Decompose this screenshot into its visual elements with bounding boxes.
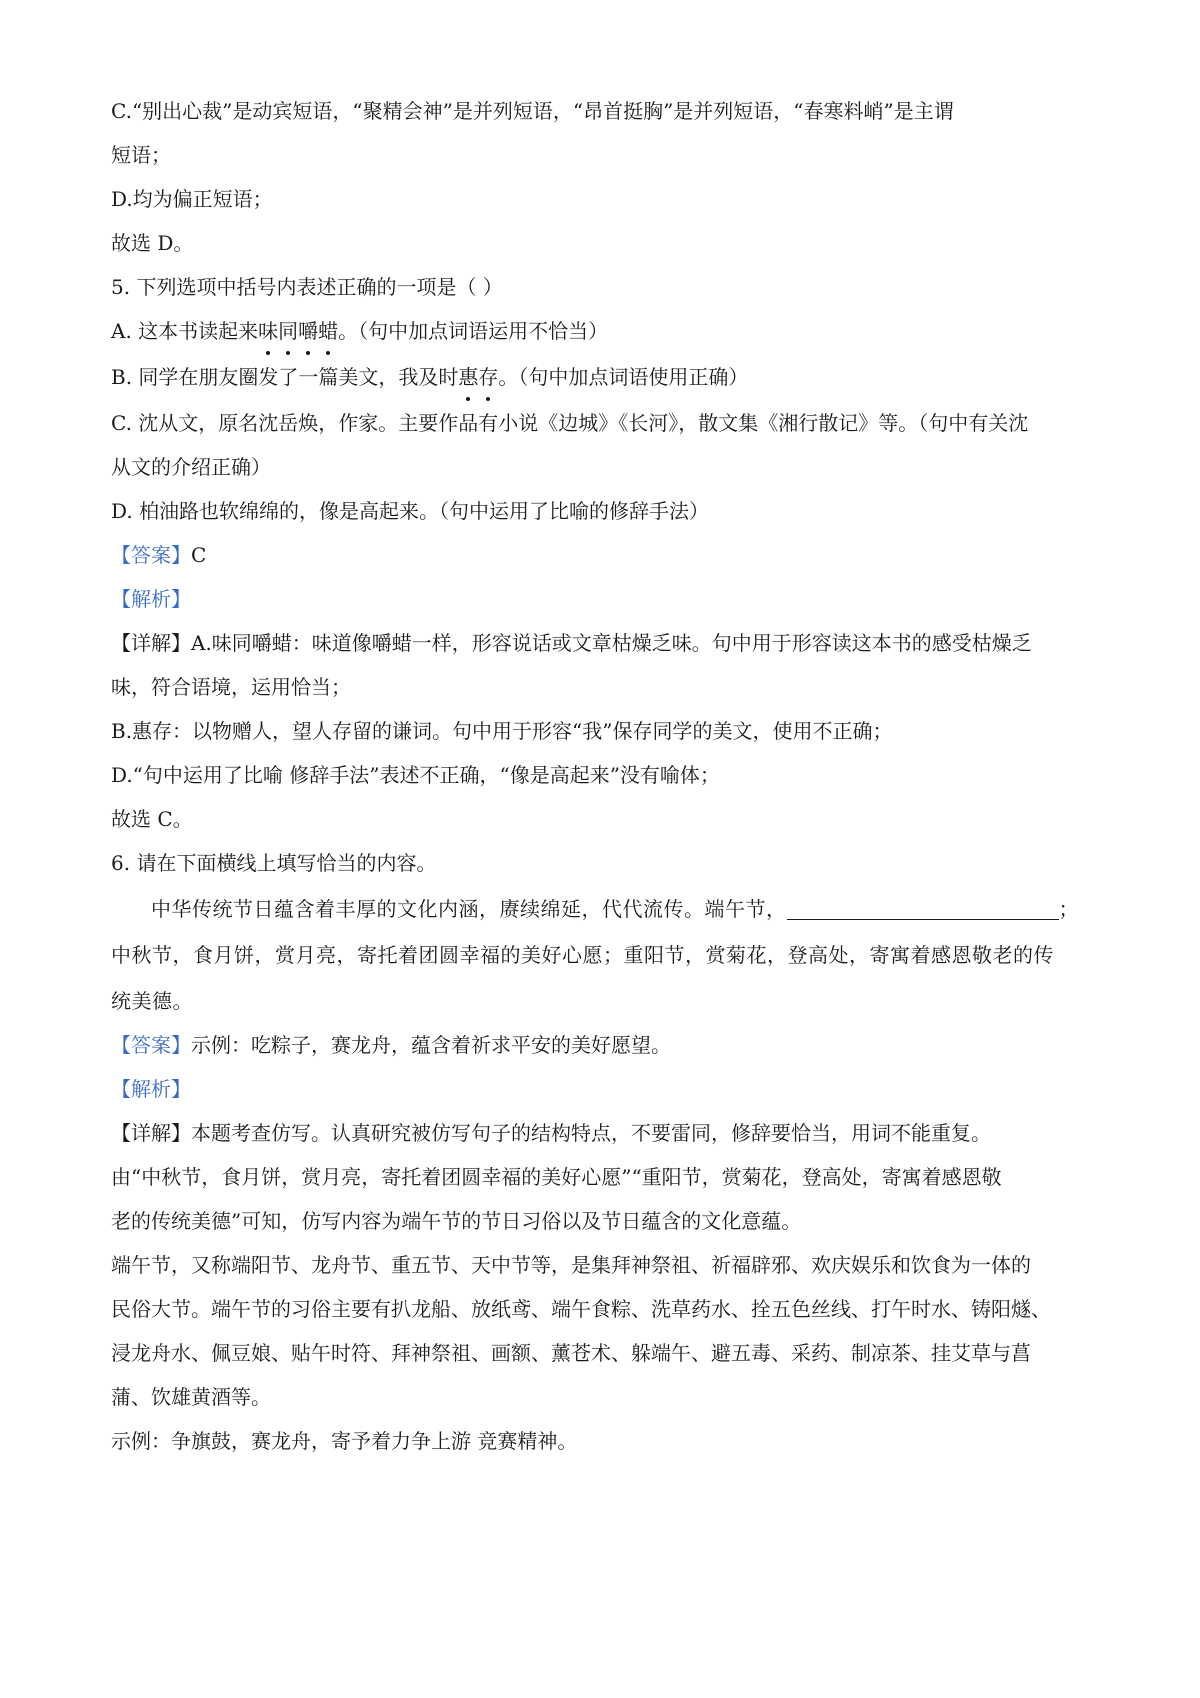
document-page [111,96,1096,1456]
q5-option-b-pre: B. 同学在朋友圈发了一篇美文，我及时 [111,365,459,389]
q6-detail-line6: 浸龙舟水、佩豆娘、贴午时符、拜神祭祖、画额、薰苍术、躲端午、避五毒、采药、制凉茶、挂艾草与菖 [111,1341,1031,1365]
dotted-char: 蜡 [318,316,338,346]
q5-option-b-post: 。（句中加点词语使用正确） [498,365,749,389]
q5-option-d: D. 柏油路也软绵绵的，像是高起来。（句中运用了比喻的修辞手法） [111,499,710,523]
q6-passage-line2: 中秋节，食月饼，赏月亮，寄托着团圆幸福的美好心愿；重阳节，赏菊花，登高处，寄寓着感恩敬老的传 [111,943,1054,967]
answer-tag: 【答案】 [111,1033,191,1057]
dotted-char: 嚼 [298,316,318,346]
dotted-char: 存 [478,362,498,392]
q5-detail-line4: D.“句中运用了比喻 修辞手法”表述不正确，“像是高起来”没有喻体； [111,763,720,787]
q6-answer-value: 示例：吃粽子，赛龙舟，蕴含着祈求平安的美好愿望。 [191,1033,671,1057]
q6-example: 示例：争旗鼓，赛龙舟，寄予着力争上游 竞赛精神。 [111,1429,578,1453]
prev-option-c-line2: 短语； [111,143,171,167]
q6-detail-line3: 老的传统美德”可知，仿写内容为端午节的节日习俗以及节日蕴含的文化意蕴。 [111,1209,802,1233]
q5-stem: 5. 下列选项中括号内表述正确的一项是（ ） [111,275,503,299]
q6-passage-line1-post: ； [1058,897,1079,921]
q5-option-a [111,316,1096,346]
q5-option-c-line2: 从文的介绍正确） [111,455,271,479]
q6-detail-line7: 蒲、饮雄黄酒等。 [111,1385,271,1409]
fill-in-blank[interactable] [787,897,1059,920]
q6-passage-line1-pre: 中华传统节日蕴含着丰厚的文化内涵，赓续绵延，代代流传。端午节， [151,897,787,921]
q6-detail-line2: 由“中秋节，食月饼，赏月亮，寄托着团圆幸福的美好心愿”“重阳节，赏菊花，登高处，寄寓着感恩敬 [111,1165,1002,1189]
q5-option-a-pre: A. 这本书读起来 [111,319,259,343]
q5-answer-value: C [191,543,207,567]
q6-detail-line5: 民俗大节。端午节的习俗主要有扒龙船、放纸鸢、端午食粽、洗草药水、拴五色丝线、打午时水、铸阳燧、 [111,1297,1051,1321]
prev-option-d: D.均为偏正短语； [111,187,273,211]
q6-answer [111,1030,1096,1060]
q5-option-a-post: 。（句中加点词语运用不恰当） [338,319,609,343]
q5-detail-line1: 【详解】A.味同嚼蜡：味道像嚼蜡一样，形容说话或文章枯燥乏味。句中用于形容读这本书的感受枯燥乏 [111,631,1032,655]
q6-analysis-tag: 【解析】 [111,1077,191,1101]
q5-conclusion: 故选 C。 [111,807,193,831]
dotted-char: 同 [278,316,298,346]
q5-detail-line2: 味，符合语境，运用恰当； [111,675,351,699]
q6-passage-line1 [111,894,1096,924]
dotted-char: 味 [258,316,278,346]
q6-passage-line3: 统美德。 [111,989,193,1013]
q6-detail-line4: 端午节，又称端阳节、龙舟节、重五节、天中节等，是集拜神祭祖、祈福辟邪、欢庆娱乐和饮食为一体的 [111,1253,1031,1277]
q5-answer [111,540,1096,570]
prev-conclusion: 故选 D。 [111,231,194,255]
dotted-char: 惠 [458,362,478,392]
answer-tag: 【答案】 [111,543,191,567]
q5-option-b [111,362,1096,392]
q5-detail-line3: B.惠存：以物赠人，望人存留的谦词。句中用于形容“我”保存同学的美文，使用不正确； [111,719,893,743]
prev-option-c-line1: C.“别出心裁”是动宾短语，“聚精会神”是并列短语，“昂首挺胸”是并列短语，“春寒料峭”是主谓 [111,99,954,123]
q6-passage [111,894,1096,1016]
q5-analysis-tag: 【解析】 [111,587,191,611]
q5-option-c-line1: C. 沈从文，原名沈岳焕，作家。主要作品有小说《边城》《长河》，散文集《湘行散记》等。（句中有关沈 [111,411,1029,435]
q6-detail-line1: 【详解】本题考查仿写。认真研究被仿写句子的结构特点，不要雷同，修辞要恰当，用词不能重复。 [111,1121,991,1145]
q6-stem: 6. 请在下面横线上填写恰当的内容。 [111,851,437,875]
